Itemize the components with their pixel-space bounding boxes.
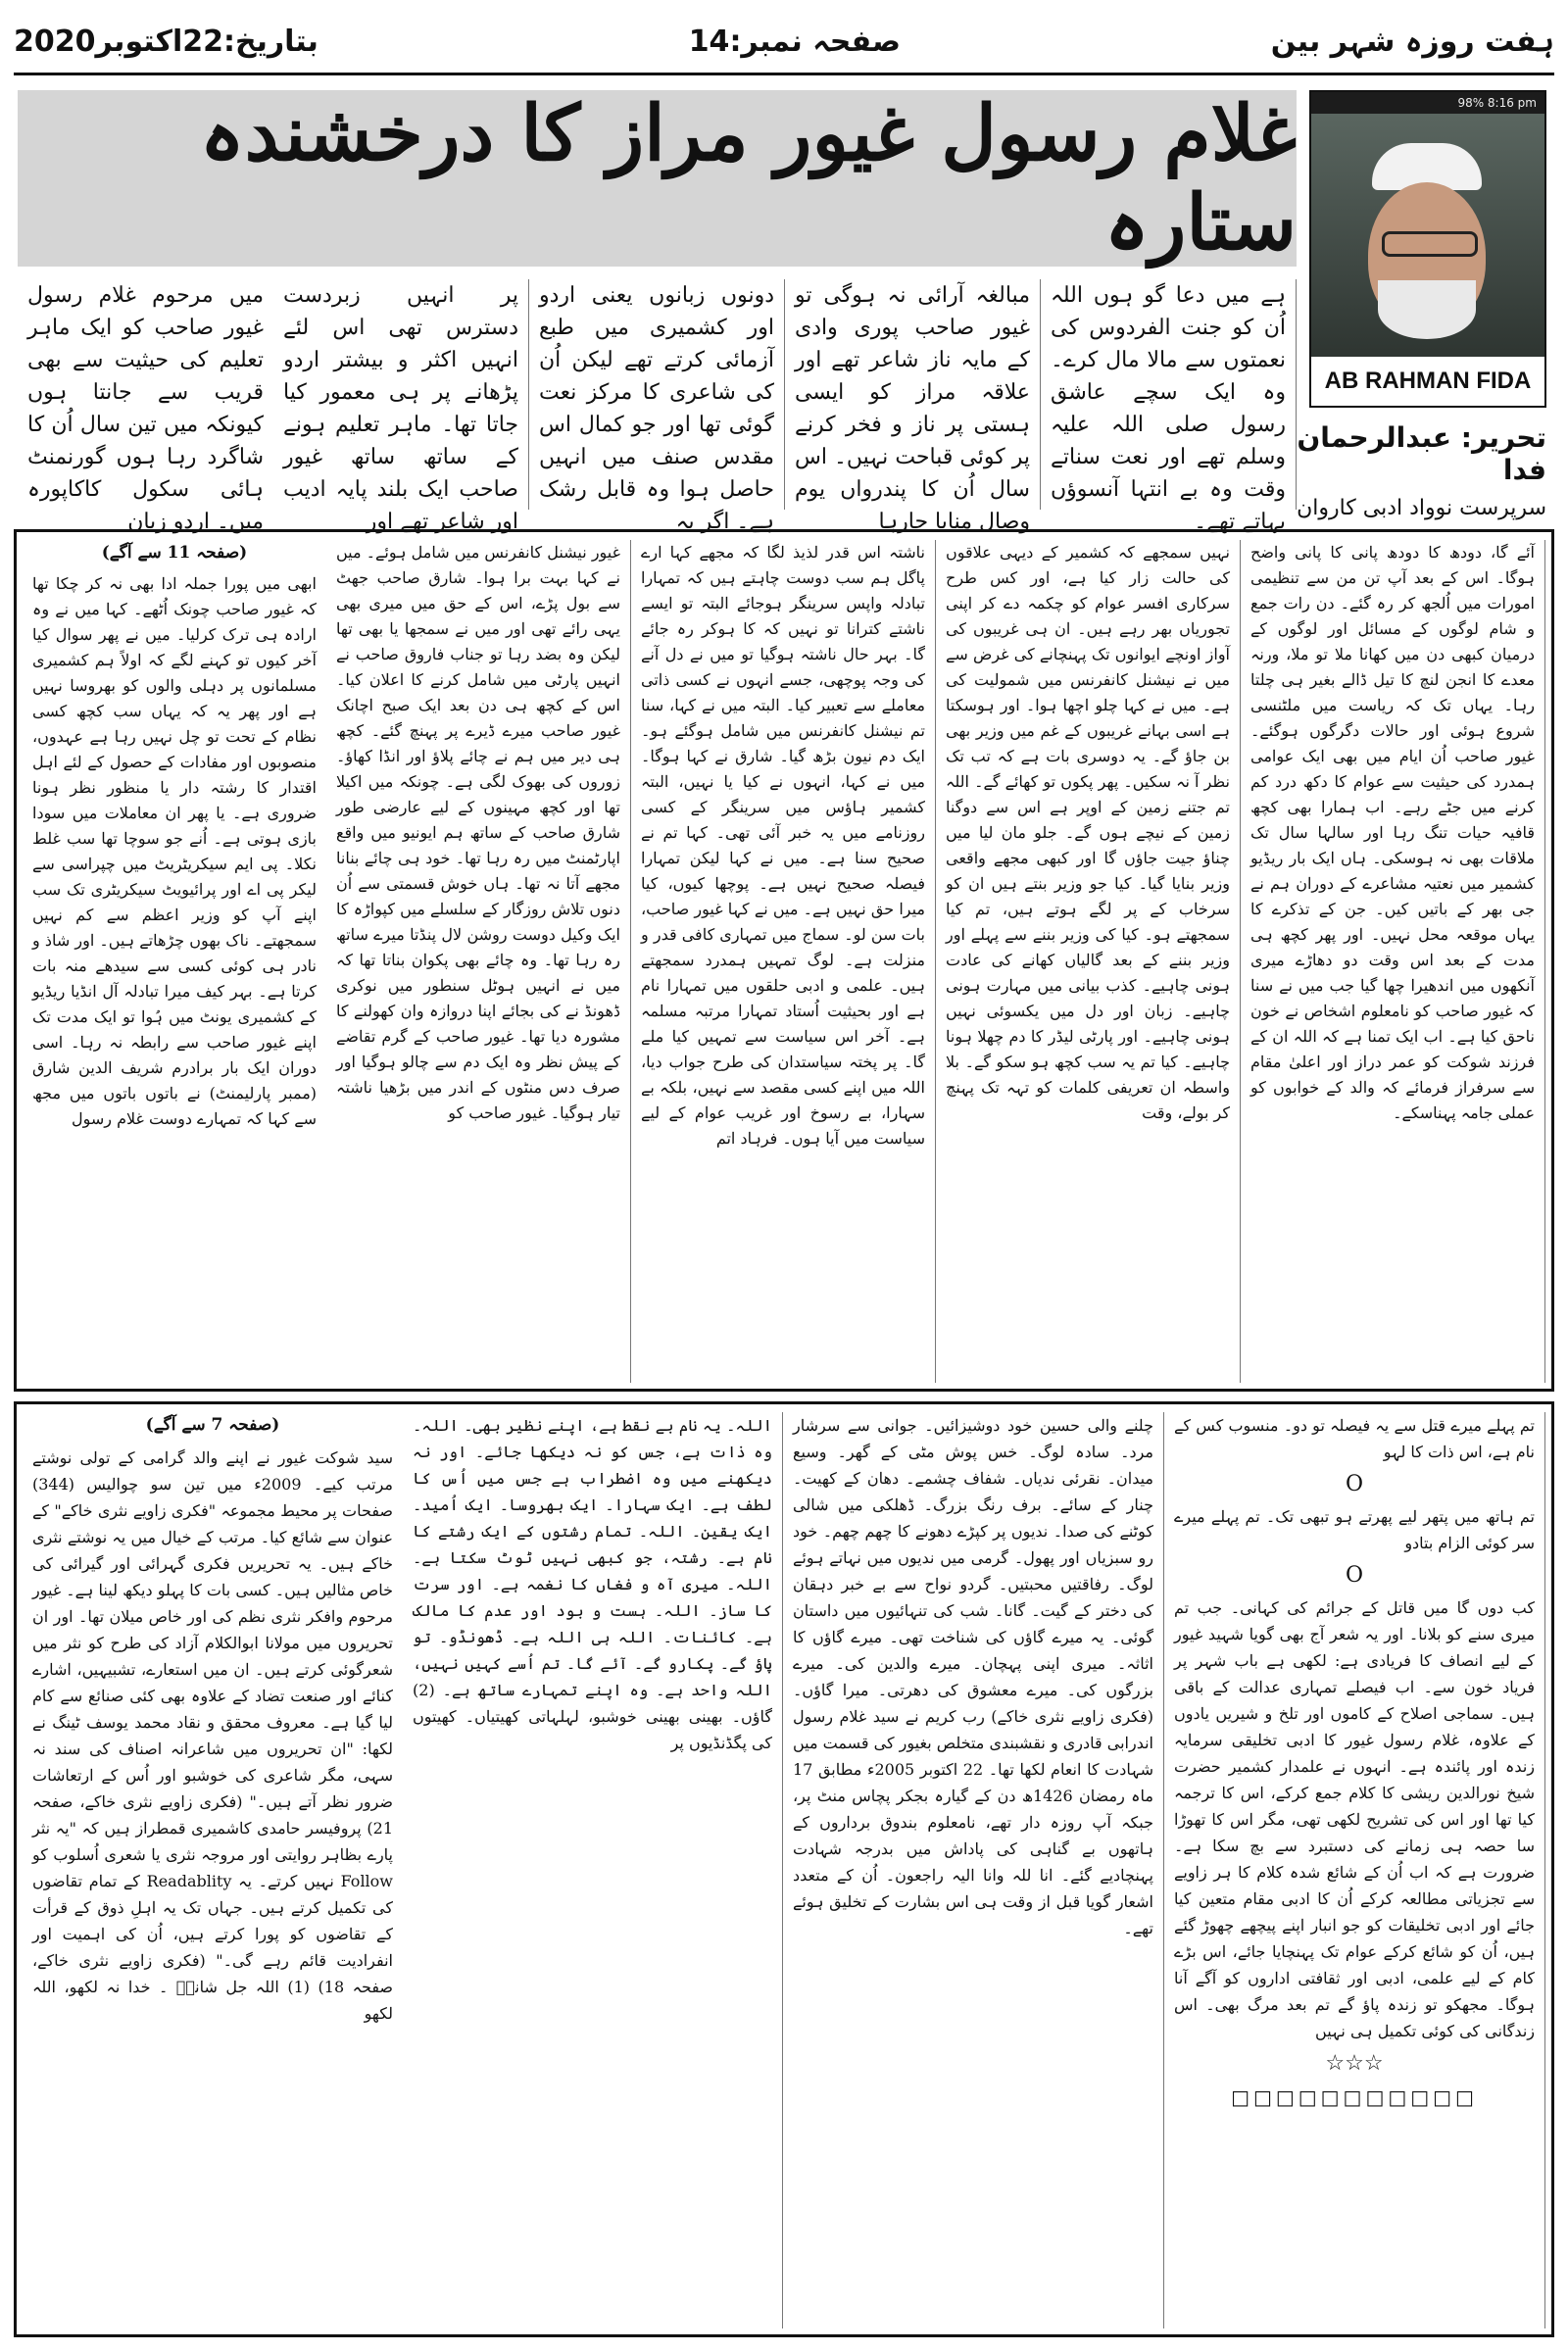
- column-text: ہے میں دعا گو ہوں اللہ اُن کو جنت الفردوس کی نعمتوں سے مالا مال کرے۔ وہ ایک سچے عاشق رسول صلی اللہ علیہ وسلم تھے اور نعت سناتے وقت وہ بے انتہا آنسوؤں بہاتے تھے۔: [1051, 283, 1286, 534]
- verse-separator: O: [1345, 1563, 1364, 1588]
- column-text: تم پہلے میرے قتل سے یہ فیصلہ تو دو۔ منسوب کس کے نام ہے، اس ذات کا لہو: [1174, 1416, 1535, 1461]
- article1-column: [785, 279, 1041, 534]
- phone-status-bar: [1311, 92, 1544, 114]
- issue-date: بتاریخ:22اکتوبر2020: [14, 24, 318, 59]
- beard-shape: [1378, 280, 1476, 339]
- article3-columns: [23, 1412, 1545, 2328]
- column-text: مبالغہ آرائی نہ ہوگی تو غیور صاحب پوری وادی کے مایہ ناز شاعر تھے اور علاقہ مراز کو ایسی ہستی پر ناز و فخر کرنے پر کوئی قباحت نہیں۔ اس سال اُن کا پندرواں یوم وصال منایا جارہا: [795, 283, 1030, 534]
- article3-column: [783, 1412, 1164, 2328]
- article1-columns: [18, 279, 1297, 534]
- article2-columns: [23, 540, 1545, 1383]
- article1-column: [1041, 279, 1297, 534]
- newspaper-name: ہفت روزہ شہر بین: [1270, 24, 1554, 59]
- continuation-label: (صفحہ 11 سے آگے): [101, 543, 248, 563]
- column-text: پر انہیں زبردست دسترس تھی اس لئے انہیں اکثر و بیشتر اردو پڑھانے پر ہی معمور کیا جاتا تھا۔ ماہر تعلیم ہونے کے ساتھ ساتھ غیور صاحب ایک بلند پایہ ادیب اور شاعر تھے اور: [283, 283, 518, 534]
- page-number: صفحہ نمبر:14: [688, 24, 901, 59]
- article2-column: [326, 540, 631, 1383]
- article-title: غلام رسول غیور مراز کا درخشندہ ستارہ: [199, 89, 1297, 268]
- column-text: دونوں زبانوں یعنی اردو اور کشمیری میں طبع آزمائی کرتے تھے لیکن اُن کی شاعری کا مرکز نعت گوئی تھا اور جو کمال اس مقدس صنف میں انہیں حاصل ہوا وہ قابل رشک ہے۔ اگر یہ: [539, 283, 774, 534]
- article2-column: [1241, 540, 1545, 1383]
- page-header: [14, 14, 1554, 69]
- portrait-image: [1311, 114, 1544, 357]
- article-title-box: [18, 90, 1297, 267]
- header-rule: [14, 73, 1554, 75]
- article2-column: [936, 540, 1241, 1383]
- article3-column: [403, 1412, 783, 2328]
- end-stars: ☆☆☆: [1325, 2051, 1384, 2076]
- column-text: سید شوکت غیور نے اپنے والد گرامی کے تولی نوشتے مرتب کیے۔ 2009ء میں تین سو چوالیس (344) صفحات پر محیط مجموعہ "فکری زاویے نثری خاکے" کے عنوان سے شائع کیا۔ مرتب کے خیال میں یہ نوشتے نثری خاکے ہیں۔ یہ تحریریں فکری گہرائی اور گیرائی کی خاص مثالیں ہیں۔ کسی بات کا پہلو دیکھ لینا ہے۔ غیور مرحوم وافکر نثری نظم کی اور خاص میلان تھا۔ اور ان تحریروں میں مولانا ابوالکلام آزاد کی طرح کو نثر میں شعرگوئی کرتے ہیں۔ ان میں استعارے، تشبیہیں، اشارے کنائے اور صنعت تضاد کے علاوہ بھی کئی صنائع سے کام لیا گیا ہے۔ معروف محقق و نقاد محمد یوسف ٹینگ نے لکھا: "ان تحریروں میں شاعرانہ اصناف کی سند نہ سہی، مگر شاعری کی خوشبو اور اُس کے ارتعاشات ضرور نظر آتے ہیں۔" (فکری زاویے نثری خاکے، صفحہ 21) پروفیسر حامدی کاشمیری قمطراز ہیں کہ "یہ نثر پارے بظاہر روایتی اور مروجہ نثری یا شعری اُسلوب کو Follow نہیں کرتے۔ یہ Readablity کے تمام تقاضوں کی تکمیل کرتے ہیں۔ جہاں تک یہ اہلِ ذوق کے قرأت کے تقاضوں کو پورا کرتے ہیں، اُن کی اہمیت اور انفرادیت قائم رہے گی۔" (فکری زاویے نثری خاکے، صفحہ 18) (1) اللہ جل شانہٗ ۔ خدا نہ لکھو، اللہ لکھو: [32, 1448, 394, 2023]
- author-byline: [1292, 421, 1546, 520]
- glasses-shape: [1382, 231, 1478, 257]
- phone-status-text: 98% 8:16 pm: [1457, 96, 1537, 110]
- author-photo: [1309, 90, 1546, 408]
- photo-caption: AB RAHMAN FIDA: [1311, 357, 1544, 406]
- column-text: اللہ۔ یہ نام بے نقط ہے، اپنے نظیر بھی۔ اللہ۔ وہ ذات ہے، جس کو نہ دیکھا جائے۔ اور نہ دیکھنے میں وہ اضطراب ہے جس میں اُس کا لطف ہے۔ ایک سہارا۔ ایک بھروسا۔ ایک اُمید۔ ایک یقین۔ اللہ۔ تمام رشتوں کے ایک رشتے کا نام ہے۔ رشتہ، جو کبھی نہیں ٹوٹ سکتا ہے۔ اللہ۔ میری آہ و فغاں کا نغمہ ہے۔ اور سرت کا ساز۔ اللہ۔ ہست و بود اور عدم کا مالک ہے۔ کائنات۔ اللہ ہی اللہ ہے۔ ڈھونڈو۔ تو پاؤ گے۔ پکارو گے۔ آئے گا۔ تم اُسے کہیں نہیں، اللہ واحد ہے۔ وہ اپنے تمہارے ساتھ ہے۔ (2) گاؤں۔ بھینی بھینی خوشبو، لہلہاتی کھیتیاں۔ کھیتوں کی پگڈنڈیوں پر: [413, 1416, 772, 1752]
- column-text: تم ہاتھ میں پتھر لیے پھرتے ہو تبھی تک۔ تم پہلے میرے سر کوئی الزام بتادو: [1174, 1507, 1535, 1552]
- column-text: نہیں سمجھے کہ کشمیر کے دیہی علاقوں کی حالت زار کیا ہے، اور کس طرح سرکاری افسر عوام کو چکمہ دے کر اپنی تجوریاں بھر رہے ہیں۔ ان ہی غریبوں کی آواز اونچے ایوانوں تک پہنچانے کی غرض سے میں نے نیشنل کانفرنس میں شمولیت کی ہے۔ میں نے کہا چلو اچھا ہوا۔ اور ہوسکتا ہے اسی بہانے غریبوں کے غم میں وزیر بھی بن جاؤ گے۔ یہ دوسری بات ہے کہ تب تک نظر آ نہ سکیں۔ پھر پکوں تو کھائے گے۔ اللہ تم جتنے زمین کے اوپر ہے اس سے دوگنا زمین کے نیچے ہوں گے۔ جلو مان لیا میں چناؤ جیت جاؤں گا اور کبھی مجھے واقعی وزیر بنایا گیا۔ کیا جو وزیر بنتے ہیں ان کو سرخاب کے پر لگے ہوتے ہیں، تم کیا سمجھتے ہو۔ کیا کی وزیر بننے سے پہلے اور وزیر بننے کے بعد گالیاں کھانے کی عادت ہونی چاہیے۔ کذب بیانی میں مہارت ہونی چاہیے۔ زبان اور دل میں یکسوئی نہیں ہونی چاہیے۔ اور پارٹی لیڈر کا دم چھلا ہونا چاہیے۔ کیا تم یہ سب کچھ ہو سکو گے۔ بلا واسطہ ان تعریفی کلمات کو تہہ تک پہنچ کر بولے، وقت: [946, 543, 1230, 1122]
- article1-column: [273, 279, 529, 534]
- article1-column: [18, 279, 273, 534]
- article3-frame: [14, 1401, 1554, 2337]
- article2-frame: [14, 529, 1554, 1392]
- article3-column: [1164, 1412, 1545, 2328]
- article1-column: [529, 279, 785, 534]
- continuation-label: (صفحہ 7 سے آگے): [145, 1415, 280, 1435]
- article2-column: [23, 540, 326, 1383]
- end-boxes: □□□□□□□□□□□: [1231, 2085, 1478, 2109]
- column-text: آئے گا، دودھ کا دودھ پانی کا پانی واضح ہوگا۔ اس کے بعد آپ تن من سے تنظیمی امورات میں اُلجھ کر رہ گئے۔ دن رات جمع و شام لوگوں کے مسائل اور لوگوں کے درمیان کبھی دن میں کھانا ملا تو ملا، ورنہ معدے کا انجن لنچ کا تیل ڈالے بغیر ہی چلتا رہا۔ یہاں تک کہ ریاست میں ملٹنسی شروع ہوئی اور حالات دگرگوں ہوگئے۔ غیور صاحب اُن ایام میں بھی ایک عوامی ہمدرد کی حیثیت سے عوام کا دکھ درد کم کرنے میں جٹے رہے۔ اب ہمارا بھی کچھ قافیہ حیات تنگ رہا اور سالہا سال تک ملاقات بھی نہ ہوسکی۔ ہاں ایک بار ریڈیو کشمیر میں نعتیہ مشاعرے کے دوران ہم نے جی بھر کے باتیں کیں۔ جن کے تذکرے کا یہاں موقعہ محل نہیں۔ اور پھر کچھ ہی مدت کے بعد اس وقت دو دھاڑے میری آنکھوں میں اندھیرا چھا گیا جب میں نے سنا کہ غیور صاحب کو نامعلوم اشخاص نے خون ناحق کیا ہے۔ اب ایک تمنا ہے کہ اللہ ان کے فرزند شوکت کو عمر دراز اور اعلیٰ مقام سے سرفراز فرمائے کہ والد کے خوابوں کو عملی جامہ پہناسکے۔: [1250, 543, 1535, 1122]
- column-text: چلنے والی حسین خود دوشیزائیں۔ جوانی سے سرشار مرد۔ سادہ لوگ۔ خس پوش مٹی کے گھر۔ وسیع میدان۔ نقرئی ندیاں۔ شفاف چشمے۔ دھان کے کھیت۔ چنار کے سائے۔ برف رنگ بزرگ۔ ڈھلکی میں شالی کوٹنے کی صدا۔ ندیوں پر کپڑے دھونے کا چھم چھم۔ خود رو سبزیاں اور پھول۔ گرمی میں ندیوں میں نہاتے ہوئے لوگ۔ رفاقتیں محبتیں۔ گردو نواح سے بے خبر دہقان کی دختر کے گیت۔ گانا۔ شب کی تنہائیوں میں داستان گوئی۔ یہ میرے گاؤں کی شناخت تھی۔ میرے گاؤں کا اثاثہ۔ میری اپنی پہچان۔ میرے والدین کی۔ میرے بزرگوں کی۔ میرے معشوق کی دھرتی۔ میرا گاؤں۔ (فکری زاویے نثری خاکے) رب کریم نے سید غلام رسول اندرابی قادری و نقشبندی متخلص بغیور کی قسمت میں شہادت کا انعام لکھا تھا۔ 22 اکتوبر 2005ء مطابق 17 ماہ رمضان 1426ھ دن کے گیارہ بجکر پچاس منٹ پر، جبکہ آپ روزہ دار تھے، نامعلوم بندوق برداروں کے ہاتھوں بے گناہی کی پاداش میں بدرجہ شہادت پہنچادیے گئے۔ انا للہ وانا الیہ راجعون۔ اُن کے متعدد اشعار گویا قبل از وقت ہی اس بشارت کے تخلیق ہوئے تھے۔: [793, 1416, 1154, 1937]
- column-text: کب دوں گا میں قاتل کے جرائم کی کہانی۔ جب تم میری سنے کو بلانا۔ اور یہ شعر آج بھی گویا شہید غیور کے لیے انصاف کا فریادی ہے: لکھی ہے باب شہر پر فریاد خون سے۔ اب فیصلے تمہاری عدالت کے باقی ہیں۔ سماجی اصلاح کے کاموں اور تلخ و شیریں یادوں کے علاوہ، غلام رسول غیور کا ادبی تخلیقی سرمایہ زندہ اور پائندہ ہے۔ انہوں نے علمدار کشمیر حضرت شیخ نورالدین ریشی کا کلام جمع کرکے، اس کا ترجمہ کیا تھا اور اس کی تشریح لکھی تھی، مگر اس کا تھوڑا سا حصہ ہی زمانے کی دستبرد سے بچ سکا ہے۔ ضرورت ہے کہ اب اُن کے شائع شدہ کلام کا ہر زاویے سے تجزیاتی مطالعہ کرکے اُن کا ادبی مقام متعین کیا جائے اور ادبی تخلیقات کو جو انبار اپنے پیچھے چھوڑ گئے ہیں، اُن کو شائع کرکے عوام تک پہنچایا جائے، اس بڑے کام کے لیے علمی، ادبی اور ثقافتی اداروں کو آگے آنا ہوگا۔ مجھکو تو زندہ پاؤ گے تم بعد مرگ بھی۔ اس زندگانی کی کوئی تکمیل ہی نہیں: [1174, 1598, 1535, 2040]
- column-text: میں مرحوم غلام رسول غیور صاحب کو ایک ماہر تعلیم کی حیثیت سے بھی قریب سے جانتا ہوں کیونکہ میں تین سال اُن کا شاگرد رہا ہوں گورنمنٹ ہائی سکول کاکاپورہ میں۔ اردو زبان: [27, 283, 264, 534]
- column-text: ابھی میں پورا جملہ ادا بھی نہ کر چکا تھا کہ غیور صاحب چونک اُٹھے۔ کہا میں نے وہ ارادہ ہی ترک کرلیا۔ میں نے پھر سوال کیا آخر کیوں تو کہنے لگے کہ اولاً ہم کشمیری مسلمانوں پر دہلی والوں کو بھروسا نہیں ہے اور پھر یہ کہ یہاں سب کچھ کسی نظام کے تحت تو چل نہیں رہا ہے عہدوں، منصوبوں اور مفادات کے حصول کے لئے اہل اقتدار کا رشتہ دار یا منظور نظر ہونا ضروری ہے۔ یا پھر ان معاملات میں سودا بازی ہوتی ہے۔ اُنے جو سوچا تھا سب غلط نکلا۔ پی ایم سیکریٹریٹ میں چپراسی سے لیکر پی اے اور پرائیویٹ سیکریٹری تک سب اپنے آپ کو وزیر اعظم سے کم نہیں سمجھتے۔ ناک بھوں چڑھاتے ہیں۔ اور شاذ و نادر ہی کوئی کسی سے سیدھے منہ بات کرتا ہے۔ بہر کیف میرا تبادلہ آل انڈیا ریڈیو کے کشمیری یونٹ میں ہُوا تو ایک مدت تک اپنے غیور صاحب سے رابطہ نہ رہا۔ اسی دوران ایک بار برادرم شریف الدین شارق (ممبر پارلیمنٹ) نے باتوں باتوں میں مجھ سے کہا کہ تمہارے دوست غلام رسول: [32, 574, 317, 1128]
- column-text: ناشتہ اس قدر لذیذ لگا کہ مجھے کہا ارے پاگل ہم سب دوست چاہتے ہیں کہ تمہارا تبادلہ واپس سرینگر ہوجائے البتہ تو ایسے ناشتے کترانا تو نہیں کہ کا ہوکر رہ جائے گا۔ بہر حال ناشتہ ہوگیا تو میں نے دل آنے کی وجہ پوچھی، جسے انہوں نے کسی ذاتی معاملے سے تعبیر کیا۔ البتہ میں نے کہا، سنا تم نیشنل کانفرنس میں شامل ہوگئے ہو۔ ایک دم نیون بڑھ گیا۔ شارق نے کہا ہوگا۔ میں نے کہا، انہوں نے کیا یا نہیں، البتہ کشمیر ہاؤس میں سرینگر کے کسی روزنامے میں یہ خبر آئی تھی۔ کہا تم نے صحیح سنا ہے۔ میں نے کہا لیکن تمہارا فیصلہ صحیح نہیں ہے۔ پوچھا کیوں، کیا میرا حق نہیں ہے۔ میں نے کہا غیور صاحب، بات سن لو۔ سماج میں تمہاری کافی قدر و منزلت ہے۔ لوگ تمہیں ہمدرد سمجھتے ہیں۔ علمی و ادبی حلقوں میں تمہارا نام ہے اور بحیثیت اُستاد تمہارا مرتبہ مسلمہ ہے۔ آخر اس سیاست سے تمہیں کیا ملے گا۔ پر پختہ سیاستدان کی طرح جواب دیا، اللہ میں اپنے کسی مقصد سے نہیں، بلکہ بے سہارا، بے رسوخ اور غریب عوام کے لیے سیاست میں آیا ہوں۔ فرہاد اتم: [641, 543, 925, 1148]
- author-role: سرپرست نوواد ادبی کاروان: [1297, 496, 1546, 520]
- author-name: تحریر: عبدالرحمان فدا: [1297, 421, 1546, 486]
- article3-column: [23, 1412, 403, 2328]
- article2-column: [631, 540, 936, 1383]
- verse-separator: O: [1345, 1472, 1364, 1496]
- column-text: غیور نیشنل کانفرنس میں شامل ہوئے۔ میں نے کہا بہت برا ہوا۔ شارق صاحب جھٹ سے بول پڑے، اس کے حق میں میری بھی یہی رائے تھی اور میں نے سمجھا یا بھی تھا لیکن وہ بضد رہا تو جناب فاروق صاحب نے انہیں پارٹی میں شامل کرنے کا اعلان کیا۔ اس کے کچھ ہی دن بعد ایک صبح اچانک غیور صاحب میرے ڈیرے پر پہنچ گئے۔ کچھ ہی دیر میں ہم نے چائے پلاؤ اور انڈا کھاؤ۔ زوروں کی بھوک لگی ہے۔ چونکہ میں اکیلا تھا اور کچھ مہینوں کے لیے عارضی طور شارق صاحب کے ساتھ ہم ایونیو میں واقع اپارٹمنٹ میں رہ رہا تھا۔ خود ہی چائے بنانا مجھے آتا نہ تھا۔ ہاں خوش قسمتی سے اُن دنوں تلاش روزگار کے سلسلے میں کپواڑہ کا ایک وکیل دوست روشن لال پنڈتا میرے ساتھ رہ رہا تھا۔ وہ چائے بھی پکوان بناتا تھا کہ میں نے انہیں ہوٹل سنطور میں نوکری ڈھونڈ نے کی بجائے اپنا دروازہ وان کھولنے کا مشورہ دیا تھا۔ غیور صاحب کے گرم تقاضے کے پیش نظر وہ ایک دم سے چالو ہوگیا اور صرف دس منٹوں کے اندر میں بڑھیا ناشتہ تیار ہوگیا۔ غیور صاحب کو: [336, 543, 620, 1122]
